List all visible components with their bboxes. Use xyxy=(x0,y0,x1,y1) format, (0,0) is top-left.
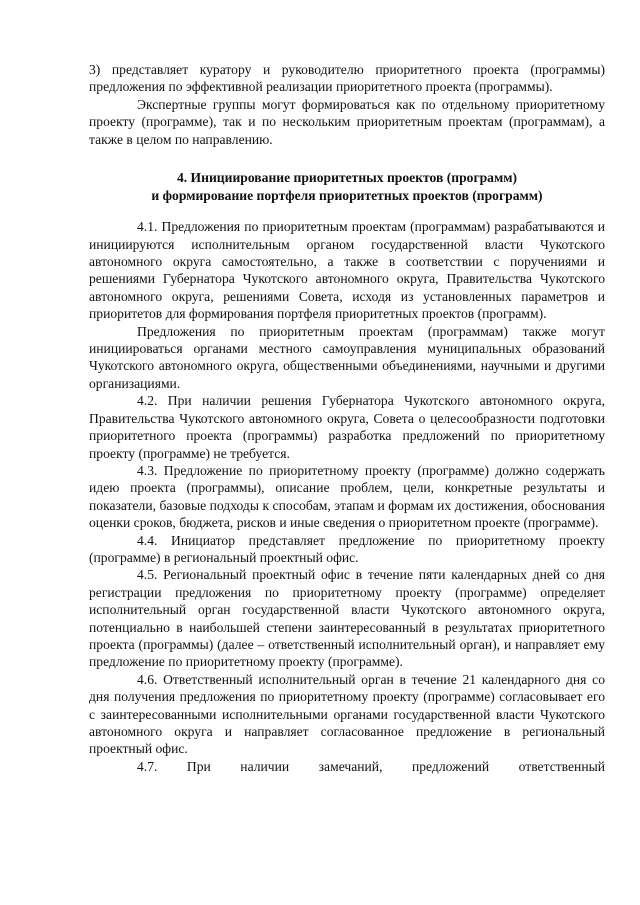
section-heading-line-2: и формирование портфеля приоритетных проектов (программ) xyxy=(151,187,543,203)
paragraph-4-1-cont: Предложения по приоритетным проектам (программам) также могут инициироваться органами местного самоуправления муниципальных образований Чукотского автономного округа, общественными объединениями, научными и другими организациями. xyxy=(89,323,605,391)
paragraph-4-5: 4.5. Региональный проектный офис в течение пяти календарных дней со дня регистрации предложения по приоритетному проекту (программе) определяет исполнительный орган государственной власти Чукотского автономного округа, потенциально в наибольшей степени заинтересованный в результатах приоритетного проекта (программы) (далее – ответственный исполнительный орган), и направляет ему предложение по приоритетному проекту (программе). xyxy=(89,567,605,670)
paragraph-4-4: 4.4. Инициатор представляет предложение по приоритетному проекту (программе) в региональный проектный офис. xyxy=(89,532,605,565)
paragraph-4-7: 4.7. При наличии замечаний, предложений ответственный xyxy=(137,758,605,774)
paragraph-4-3: 4.3. Предложение по приоритетному проекту (программе) должно содержать идею проекта (программы), описание проблем, цели, конкретные результаты и показатели, базовые подходы к способам, этапам и формам их достижения, обоснования оценки сроков, бюджета, рисков и иные сведения о приоритетном проекте (программе). xyxy=(89,462,605,531)
paragraph-4-6: 4.6. Ответственный исполнительный орган в течение 21 календарного дня со дня получения предложения по приоритетному проекту (программе) согласовывает его с заинтересованными исполнительными органами государственной власти Чукотского автономного округа и направляет согласованное предложение в региональный проектный офис. xyxy=(89,671,605,757)
paragraph-4-2: 4.2. При наличии решения Губернатора Чукотского автономного округа, Правительства Чукотского автономного округа, Совета о целесообразности подготовки приоритетного проекта (программы) разработка предложений по приоритетному проекту (программе) не требуется. xyxy=(89,393,605,461)
section-heading-line-1: 4. Инициирование приоритетных проектов (программ) xyxy=(176,170,518,186)
paragraph-3-item: 3) представляет куратору и руководителю приоритетного проекта (программы) предложения по эффективной реализации приоритетного проекта (программы). xyxy=(89,62,605,95)
paragraph-4-1: 4.1. Предложения по приоритетным проектам (программам) разрабатываются и инициируются исполнительным органом государственной власти Чукотского автономного округа самостоятельно, а также в соответствии с поручениями и решениями Губернатора Чукотского автономного округа, Правительства Чукотского автономного округа, решениями Совета, исходя из установленных параметров и приоритетов для формирования портфеля приоритетных проектов (программ). xyxy=(89,219,605,322)
paragraph-expert-groups: Экспертные группы могут формироваться как по отдельному приоритетному проекту (программе), так и по нескольким приоритетным проектам (программам), а также в целом по направлению. xyxy=(89,96,605,147)
section-heading xyxy=(89,169,605,204)
